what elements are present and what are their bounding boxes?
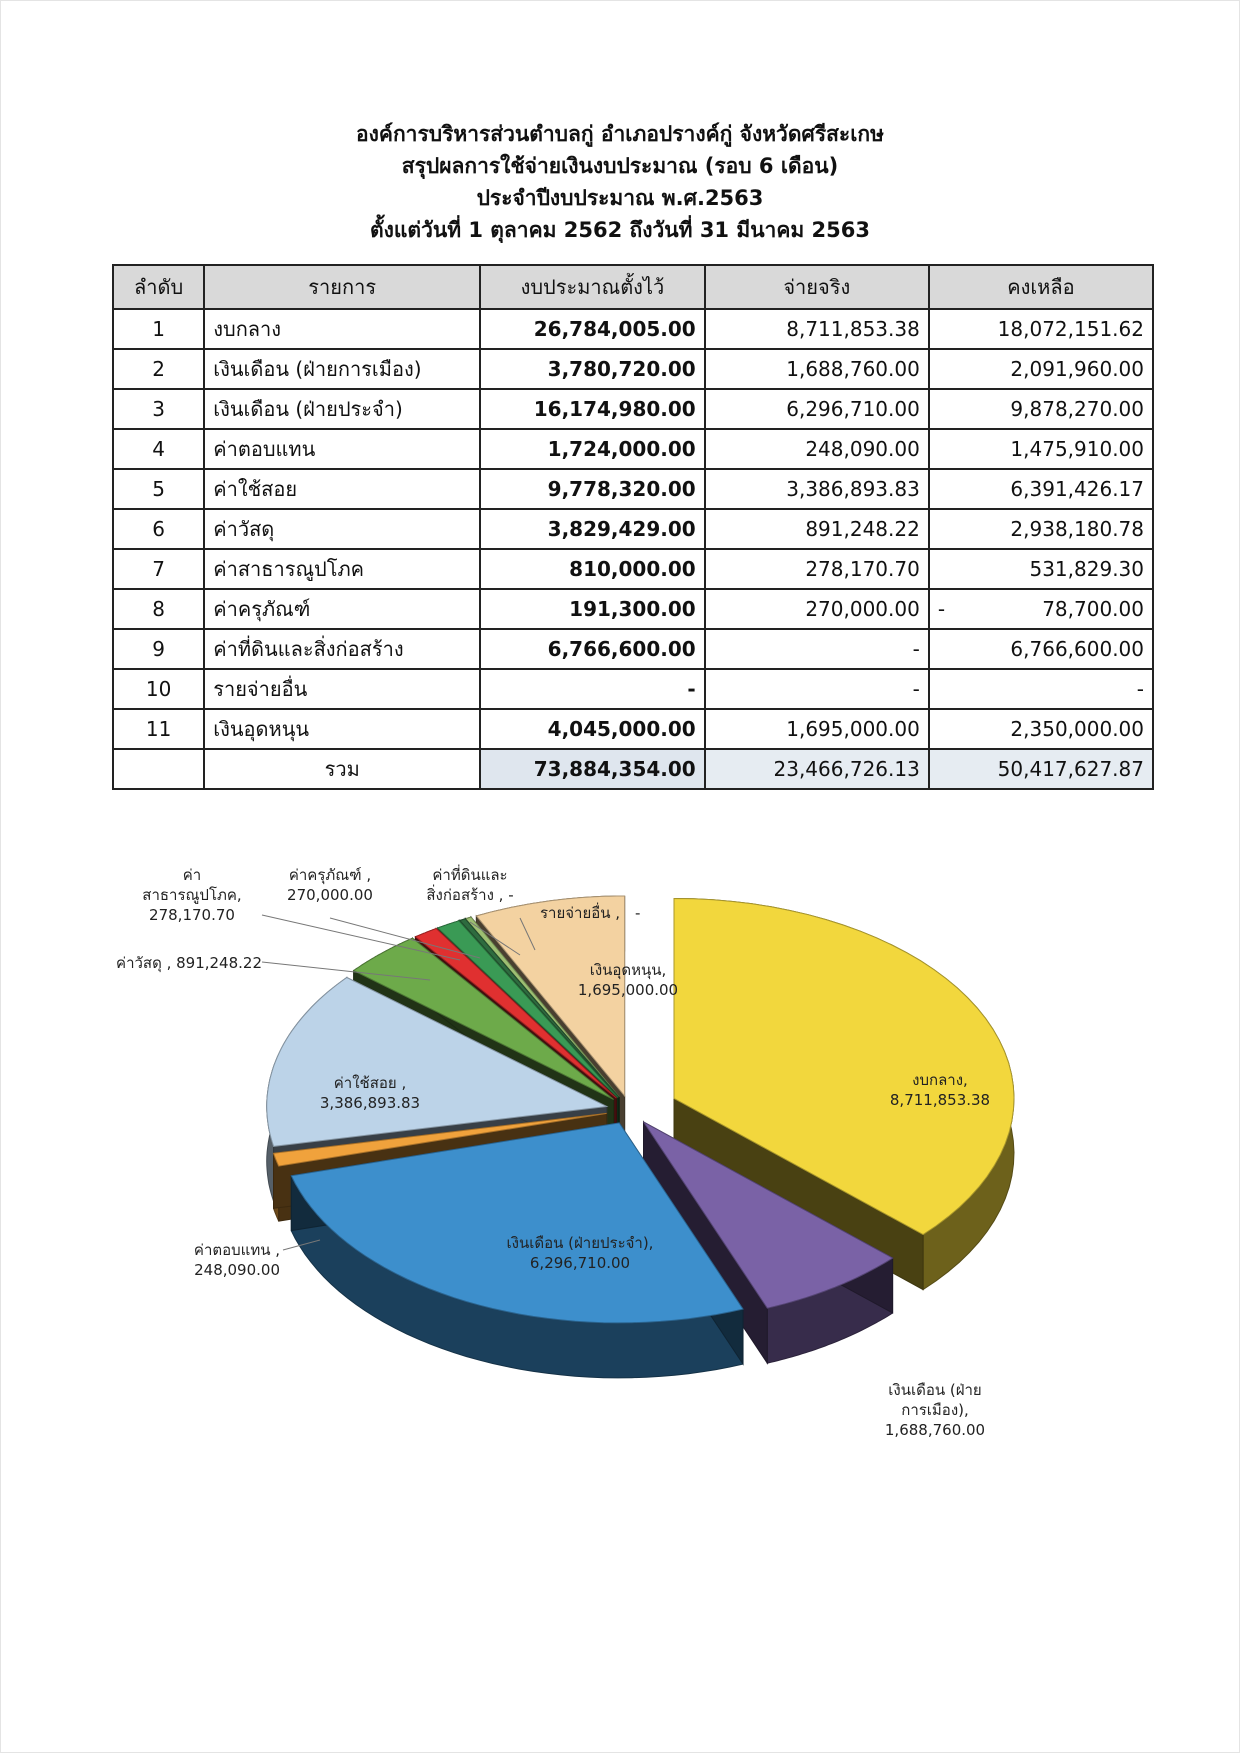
pie-label-name: ค่าใช้สอย , — [333, 1074, 407, 1092]
row-paid: 8,711,853.38 — [705, 309, 929, 349]
balance-negative-mark: - — [937, 597, 946, 621]
pie-label-9 — [426, 864, 513, 904]
row-paid: - — [705, 669, 929, 709]
table-row — [113, 349, 1153, 389]
table-row — [113, 509, 1153, 549]
row-number: 1 — [113, 309, 204, 349]
pie-label-name: ค่าตอบแทน , — [193, 1241, 280, 1259]
pie-label-name: การเมือง), — [901, 1401, 969, 1419]
row-paid: 278,170.70 — [705, 549, 929, 589]
row-balance: 9,878,270.00 — [929, 389, 1153, 429]
pie-label-value: 6,296,710.00 — [529, 1254, 631, 1272]
table-row — [113, 589, 1153, 629]
pie-label-name: เงินเดือน (ฝ่าย — [888, 1381, 982, 1399]
row-balance: 18,072,151.62 — [929, 309, 1153, 349]
pie-label-value: 3,386,893.83 — [319, 1094, 421, 1112]
row-balance: 2,938,180.78 — [929, 509, 1153, 549]
pie-label-value: 270,000.00 — [287, 886, 373, 904]
row-paid: 6,296,710.00 — [705, 389, 929, 429]
table-row — [113, 469, 1153, 509]
pie-label-name: รายจ่ายอื่น , — [540, 904, 621, 922]
pie-label-name: สาธารณูปโภค, — [142, 886, 242, 904]
row-paid: 248,090.00 — [705, 429, 929, 469]
row-number: 8 — [113, 589, 204, 629]
table-body — [113, 309, 1153, 789]
total-paid: 23,466,726.13 — [705, 749, 929, 789]
table-row — [113, 629, 1153, 669]
row-item: งบกลาง — [204, 309, 480, 349]
pie-label-name: ค่า — [182, 866, 202, 884]
col-header-no: ลำดับ — [113, 265, 204, 309]
row-budget: 3,780,720.00 — [480, 349, 705, 389]
total-budget: 73,884,354.00 — [480, 749, 705, 789]
row-balance: 531,829.30 — [929, 549, 1153, 589]
pie-label-6: ค่าวัสดุ , 891,248.22 — [116, 954, 262, 972]
row-item: ค่าวัสดุ — [204, 509, 480, 549]
row-number: 4 — [113, 429, 204, 469]
table-row — [113, 389, 1153, 429]
col-header-paid: จ่ายจริง — [705, 265, 929, 309]
table-header-row — [113, 265, 1153, 309]
pie-label-value: 248,090.00 — [194, 1261, 280, 1279]
row-paid: 1,695,000.00 — [705, 709, 929, 749]
row-number: 6 — [113, 509, 204, 549]
pie-label-2 — [885, 1381, 985, 1439]
pie-label-name: งบกลาง, — [912, 1071, 968, 1089]
total-label: รวม — [204, 749, 480, 789]
pie-chart-svg — [0, 840, 1240, 1460]
row-balance: 6,766,600.00 — [929, 629, 1153, 669]
row-budget: - — [480, 669, 705, 709]
row-item: ค่าใช้สอย — [204, 469, 480, 509]
pie-label-name: สิ่งก่อสร้าง , - — [426, 886, 514, 904]
total-balance: 50,417,627.87 — [929, 749, 1153, 789]
pie-label-value: 1,688,760.00 — [884, 1421, 986, 1439]
row-balance: 2,091,960.00 — [929, 349, 1153, 389]
row-budget: 6,766,600.00 — [480, 629, 705, 669]
row-balance: 6,391,426.17 — [929, 469, 1153, 509]
pie-label-7 — [142, 866, 241, 924]
row-number: 7 — [113, 549, 204, 589]
row-balance: 2,350,000.00 — [929, 709, 1153, 749]
header-title: สรุปผลการใช้จ่ายเงินงบประมาณ (รอบ 6 เดือน) — [401, 154, 839, 178]
pie-label-name: เงินอุดหนุน, — [589, 961, 667, 979]
row-item: ค่าที่ดินและสิ่งก่อสร้าง — [204, 629, 480, 669]
row-item: เงินเดือน (ฝ่ายประจำ) — [204, 389, 480, 429]
row-balance: - — [929, 669, 1153, 709]
col-header-item: รายการ — [204, 265, 480, 309]
row-balance: 1,475,910.00 — [929, 429, 1153, 469]
pie-label-10 — [540, 902, 640, 922]
pie-label-name: ค่าที่ดินและ — [432, 866, 508, 884]
budget-table — [112, 264, 1154, 790]
pie-label-name: เงินเดือน (ฝ่ายประจำ), — [506, 1234, 654, 1252]
table-total-row — [113, 749, 1153, 789]
row-budget: 26,784,005.00 — [480, 309, 705, 349]
row-item: รายจ่ายอื่น — [204, 669, 480, 709]
row-item: ค่าสาธารณูปโภค — [204, 549, 480, 589]
table-row — [113, 429, 1153, 469]
pie-label-4 — [194, 1241, 280, 1279]
row-item: ค่าครุภัณฑ์ — [204, 589, 480, 629]
pie-label-value: 8,711,853.38 — [889, 1091, 991, 1109]
row-number: 5 — [113, 469, 204, 509]
expense-pie-chart — [0, 840, 1240, 1460]
header-organization: องค์การบริหารส่วนตำบลกู่ อำเภอปรางค์กู่ จังหวัดศรีสะเกษ — [356, 122, 884, 146]
row-number: 10 — [113, 669, 204, 709]
row-paid: 270,000.00 — [705, 589, 929, 629]
pie-label-value: - — [635, 904, 641, 922]
row-item: เงินอุดหนุน — [204, 709, 480, 749]
row-budget: 191,300.00 — [480, 589, 705, 629]
row-paid: 1,688,760.00 — [705, 349, 929, 389]
balance-value: 78,700.00 — [1042, 597, 1144, 621]
row-paid: 3,386,893.83 — [705, 469, 929, 509]
row-paid: - — [705, 629, 929, 669]
row-budget: 810,000.00 — [480, 549, 705, 589]
row-number: 11 — [113, 709, 204, 749]
row-budget: 1,724,000.00 — [480, 429, 705, 469]
table-row — [113, 309, 1153, 349]
row-number: 9 — [113, 629, 204, 669]
document-header — [0, 118, 1240, 246]
table-row — [113, 549, 1153, 589]
row-number: 2 — [113, 349, 204, 389]
row-item: ค่าตอบแทน — [204, 429, 480, 469]
pie-label-value: 278,170.70 — [149, 906, 235, 924]
header-fiscal-year: ประจำปีงบประมาณ พ.ศ.2563 — [476, 186, 764, 210]
col-header-budget: งบประมาณตั้งไว้ — [480, 265, 705, 309]
total-no — [113, 749, 204, 789]
pie-label-8 — [287, 866, 373, 904]
row-balance — [929, 589, 1153, 629]
row-budget: 16,174,980.00 — [480, 389, 705, 429]
header-period: ตั้งแต่วันที่ 1 ตุลาคม 2562 ถึงวันที่ 31 มีนาคม 2563 — [370, 218, 870, 242]
col-header-balance: คงเหลือ — [929, 265, 1153, 309]
row-budget: 9,778,320.00 — [480, 469, 705, 509]
pie-label-name: ค่าครุภัณฑ์ , — [288, 866, 372, 884]
row-item: เงินเดือน (ฝ่ายการเมือง) — [204, 349, 480, 389]
row-budget: 4,045,000.00 — [480, 709, 705, 749]
row-paid: 891,248.22 — [705, 509, 929, 549]
pie-label-value: 1,695,000.00 — [577, 981, 679, 999]
table-row — [113, 709, 1153, 749]
row-number: 3 — [113, 389, 204, 429]
table-row — [113, 669, 1153, 709]
row-budget: 3,829,429.00 — [480, 509, 705, 549]
